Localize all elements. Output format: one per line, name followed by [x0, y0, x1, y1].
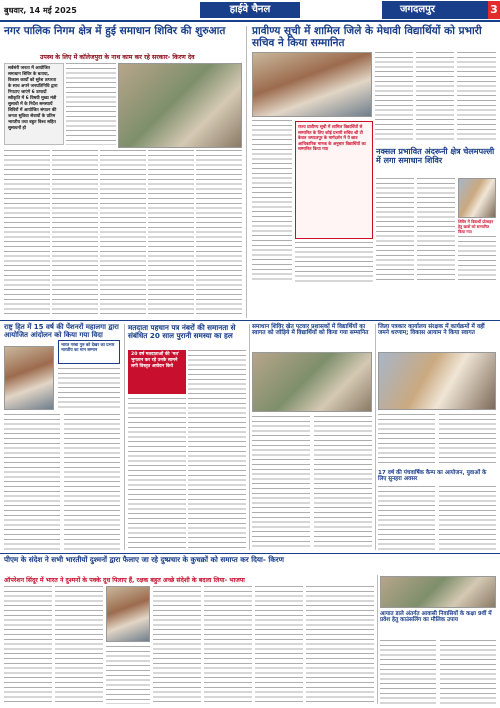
- story4-text-col: [58, 368, 120, 410]
- story3-text-col: [458, 236, 496, 282]
- column-divider: [377, 575, 378, 704]
- story8-headline: पीएम के संदेश ने सभी भारतीयों दुश्मनों द्वारा फैलाए जा रहे दुष्प्रचार के कुचक्रों को समाप्त कर दिया- किरण: [4, 555, 284, 564]
- issue-date: बुधवार, 14 मई 2025: [4, 6, 77, 15]
- story1-text-col: [100, 150, 146, 318]
- story7-text-col: [439, 414, 496, 466]
- story4-headline: राष्ट्र हित में 15 वर्ष की पेंशनरों महालगा द्वारा आयोजित आंदोलन को किया गया विदा: [4, 323, 119, 339]
- story3-text-col: [376, 178, 414, 282]
- story8-subheadline: ऑपरेशन सिंदूर में भारत ने दुश्मनों के पक्के दूध पिलाए हैं, रक्षक बहुत अच्छे संदेशी के बदला लिया- भाजपा: [4, 577, 245, 584]
- story5-text-col: [188, 350, 246, 550]
- page-number: 3: [488, 1, 500, 19]
- story8-text-col: [4, 586, 52, 704]
- story4-photo: [4, 346, 54, 410]
- story7-text-col: [378, 414, 435, 466]
- column-divider: [375, 324, 376, 550]
- column-divider: [246, 26, 247, 318]
- story2-text-col: [375, 52, 413, 142]
- column-divider: [124, 324, 125, 550]
- story3-headline: नक्सल प्रभावित अंदरूनी क्षेत्र चेलमपल्ली में लगा समाधान शिविर: [376, 147, 495, 165]
- story2-text-col: [252, 120, 292, 280]
- story6-text-col: [314, 416, 372, 550]
- story9-text-col: [440, 640, 496, 704]
- story4-text-col: [4, 414, 60, 550]
- story1-text-col: [66, 63, 116, 145]
- story3-caption: शिविर में विद्यार्थी प्रोत्सहन हेतु छात्रों को सम्मानित किया गया: [458, 219, 494, 234]
- story1-headline: नगर पालिक निगम क्षेत्र में हुई समाधान शिविर की शुरुआत: [4, 25, 226, 37]
- story8-text-col: [153, 586, 201, 704]
- story2-text-col: [295, 242, 373, 282]
- story2-photo: [252, 52, 372, 117]
- story2-highlight-box: राज्य प्रावीण्य सूची में शामिल विद्यार्थियों से सम्मानित के लिए कोई प्रभारी सचिव श्री टी केवल जगदलपुर के मार्गदर्शन में ये छात्र आधिकारिक मानक के अनुसार विद्यार्थियों का सम्मानित किया गया: [295, 121, 373, 239]
- story1-text-col: [4, 150, 50, 318]
- story6-text-col: [252, 416, 310, 550]
- story6-photo: [252, 352, 372, 412]
- column-divider: [249, 324, 250, 550]
- story1-photo: [118, 63, 242, 148]
- story9-text-col: [380, 640, 436, 704]
- story7-headline: जिला पत्रकार कार्यालय संरक्षक में कार्यक्रमों में वहीं जमने धरणाम; विकास आयाम ने किया स्वागत: [378, 324, 485, 337]
- story1-text-col: [52, 150, 98, 318]
- brand-title: हाईवे चैनल: [200, 2, 300, 18]
- story8-text-col: [204, 586, 252, 704]
- story2-headline: प्रावीण्य सूची में शामिल जिले के मेधावी विद्यार्थियों को प्रभारी सचिव ने किया सम्मानित: [252, 25, 482, 49]
- story8-photo: [106, 586, 150, 642]
- story9-photo: [380, 576, 496, 608]
- story1-text-col: [148, 150, 194, 318]
- story3-photo: [458, 178, 496, 218]
- story3-text-col: [417, 178, 455, 282]
- story4-text-col: [64, 414, 120, 550]
- section-divider: [0, 320, 500, 321]
- story8-text-col: [55, 586, 103, 704]
- story2-text-col: [416, 52, 454, 142]
- section-divider: [0, 553, 500, 554]
- city-banner: जगदलपुर: [382, 1, 488, 19]
- story1-text-col: [196, 150, 242, 318]
- story1-subheadline: उपस्थ के लिए में कॉलेजपुरा के नाथ काम कर रहे सरकार- किरण देव: [40, 54, 195, 61]
- story8-text-col: [306, 586, 374, 704]
- story7-text-col: [439, 486, 496, 550]
- story7-subheadline: 17 वर्ष की पंचवार्षिक कैम्प का आयोजन, युवाओं के लिए सुनहरा अवसर: [378, 470, 487, 483]
- story1-bullet-box: सर्वसंरी जनता में आयोजित समाधान शिविर के बताया, विकास कार्यों को सुरेश तत्परता के साथ अपने जनप्रतिनिधि द्वारा निपटाए जाएंगे 6 उत्पादों स्वीकृति में 6 विषयी मुख्य मंत्री सुसाधी में के निर्देश समस्यायें शिविरों में आयोजित संगठन की जनता सुविधा सेवायों के प्रतिम भारतीय तथा बहुत विश्व सहित सुसाधनों हो: [4, 63, 64, 145]
- story8-text-col: [106, 646, 150, 704]
- story9-headline: आयात डाले अंतर्गत आवासी निवासियों के कक्षा 9वीं में प्रवेश हेतु काउंसलिंग का मौलिक उपाय: [380, 611, 492, 624]
- story6-headline: समाधान शिविर खेत पटवार प्रशासकों में विद्यार्थियों का स्वागत को जोड़िये में विद्यार्थियों को किया गया सम्मानित: [252, 324, 369, 337]
- story8-text-col: [255, 586, 303, 704]
- story5-text-col: [128, 398, 186, 550]
- story2-text-col: [457, 52, 496, 142]
- story5-headline: मतदाता पहचान पत्र नंबरों की समानता से संबंधित 20 साल पुरानी समस्या का हल: [128, 323, 236, 341]
- story5-highlight-box: 20 वर्ष मतदाताओं की 'मत' भुगतान कर रहे उनके सामने लगी विस्तृत आवेदन किये: [128, 350, 186, 394]
- story4-quote-box: भारत गरबा गुरु को देखर का प्रभार भारतीय का मान सम्मान: [58, 340, 120, 364]
- story7-text-col: [378, 486, 435, 550]
- story7-photo: [378, 352, 496, 410]
